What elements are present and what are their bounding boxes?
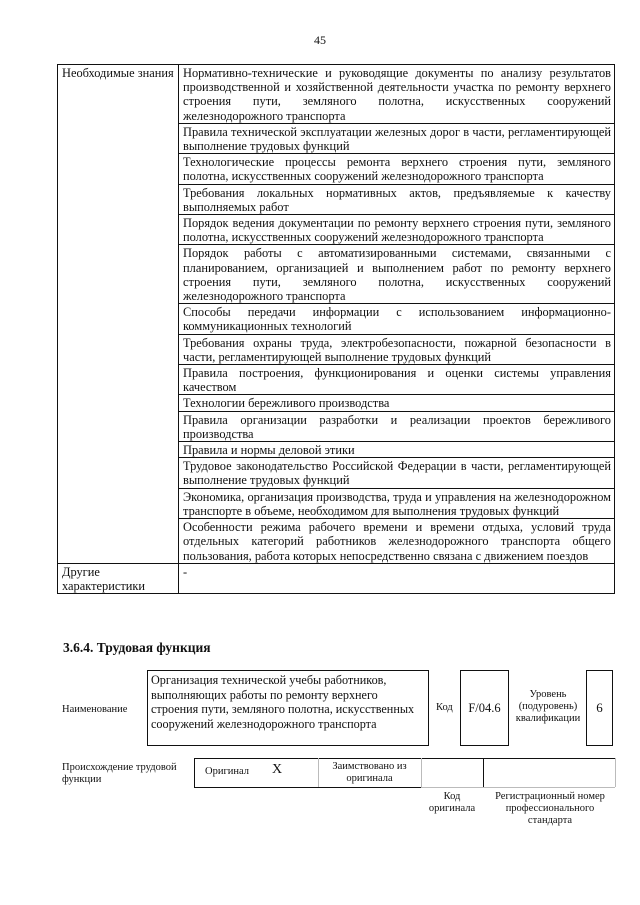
original-label: Оригинал [205, 766, 249, 777]
name-label: Наименование [62, 704, 128, 715]
page-number: 45 [314, 33, 326, 47]
knowledge-item: Нормативно-технические и руководящие документы по анализу результатов производственной и хозяйственной деятельности участка по ремонту верхнего строения пути, земляного полотна, искусственных сооружений железнодорожного транспорта [179, 65, 615, 124]
other-characteristics-label: Другие характеристики [58, 563, 179, 593]
knowledge-table [57, 64, 615, 594]
origin-divider-3 [483, 758, 484, 787]
knowledge-item: Требования охраны труда, электробезопасности, пожарной безопасности в части, регламентирующей выполнение трудовых функций [179, 334, 615, 364]
function-code-box: F/04.6 [460, 670, 509, 746]
knowledge-row [58, 65, 615, 124]
knowledge-item: Способы передачи информации с использованием информационно-коммуникационных технологий [179, 304, 615, 334]
origin-right-border [615, 758, 616, 787]
origin-bottom-border-light [421, 787, 483, 788]
knowledge-item: Правила технической эксплуатации железных дорог в части, регламентирующей выполнение трудовых функций [179, 123, 615, 153]
original-mark: X [272, 762, 283, 777]
knowledge-item: Технологии бережливого производства [179, 395, 615, 411]
knowledge-item: Порядок работы с автоматизированными системами, связанными с планированием, организацией и выполнением работ по ремонту верхнего строения пути, земляного полотна, искусственных сооружений железнодорожного транспорта [179, 245, 615, 304]
section-title: 3.6.4. Трудовая функция [63, 640, 211, 655]
origin-left-border [194, 758, 195, 787]
knowledge-item: Трудовое законодательство Российской Федерации в части, регламентирующей выполнение трудовых функций [179, 458, 615, 488]
knowledge-item: Требования локальных нормативных актов, предъявляемые к качеству выполняемых работ [179, 184, 615, 214]
origin-bottom-border [194, 787, 421, 788]
origin-label: Происхождение трудовой функции [62, 762, 177, 785]
knowledge-item: Правила организации разработки и реализации проектов бережливого производства [179, 411, 615, 441]
function-name-box: Организация технической учебы работников, выполняющих работы по ремонту верхнего строения пути, земляного полотна, искусственных сооружений железнодорожного транспорта [147, 670, 429, 746]
knowledge-label: Необходимые знания [58, 65, 179, 564]
origin-divider-2 [421, 758, 422, 787]
other-characteristics-row [58, 563, 615, 593]
knowledge-item: Порядок ведения документации по ремонту верхнего строения пути, земляного полотна, искусственных сооружений железнодорожного транспорта [179, 215, 615, 245]
qualification-level-label: Уровень (подуровень) квалификации [515, 689, 581, 724]
qualification-level-box: 6 [586, 670, 613, 746]
other-characteristics-value: - [179, 563, 615, 593]
knowledge-item: Правила построения, функционирования и оценки системы управления качеством [179, 365, 615, 395]
registration-number-label: Регистрационный номер профессионального стандарта [495, 791, 605, 826]
knowledge-item: Технологические процессы ремонта верхнего строения пути, земляного полотна, искусственных сооружений железнодорожного транспорта [179, 154, 615, 184]
origin-bottom-border-light2 [483, 787, 615, 788]
knowledge-item: Особенности режима рабочего времени и времени отдыха, условий труда отдельных категорий работников железнодорожного транспорта общего пользования, работа которых непосредственно связана с движением поездов [179, 519, 615, 564]
origin-top-border [194, 758, 615, 759]
knowledge-item: Правила и нормы деловой этики [179, 442, 615, 458]
borrowed-label: Заимствовано из оригинала [332, 761, 407, 784]
knowledge-item: Экономика, организация производства, труда и управления на железнодорожном транспорте в объеме, необходимом для выполнения трудовых функций [179, 488, 615, 518]
original-code-label: Код оригинала [428, 791, 476, 814]
code-label: Код [436, 702, 453, 713]
